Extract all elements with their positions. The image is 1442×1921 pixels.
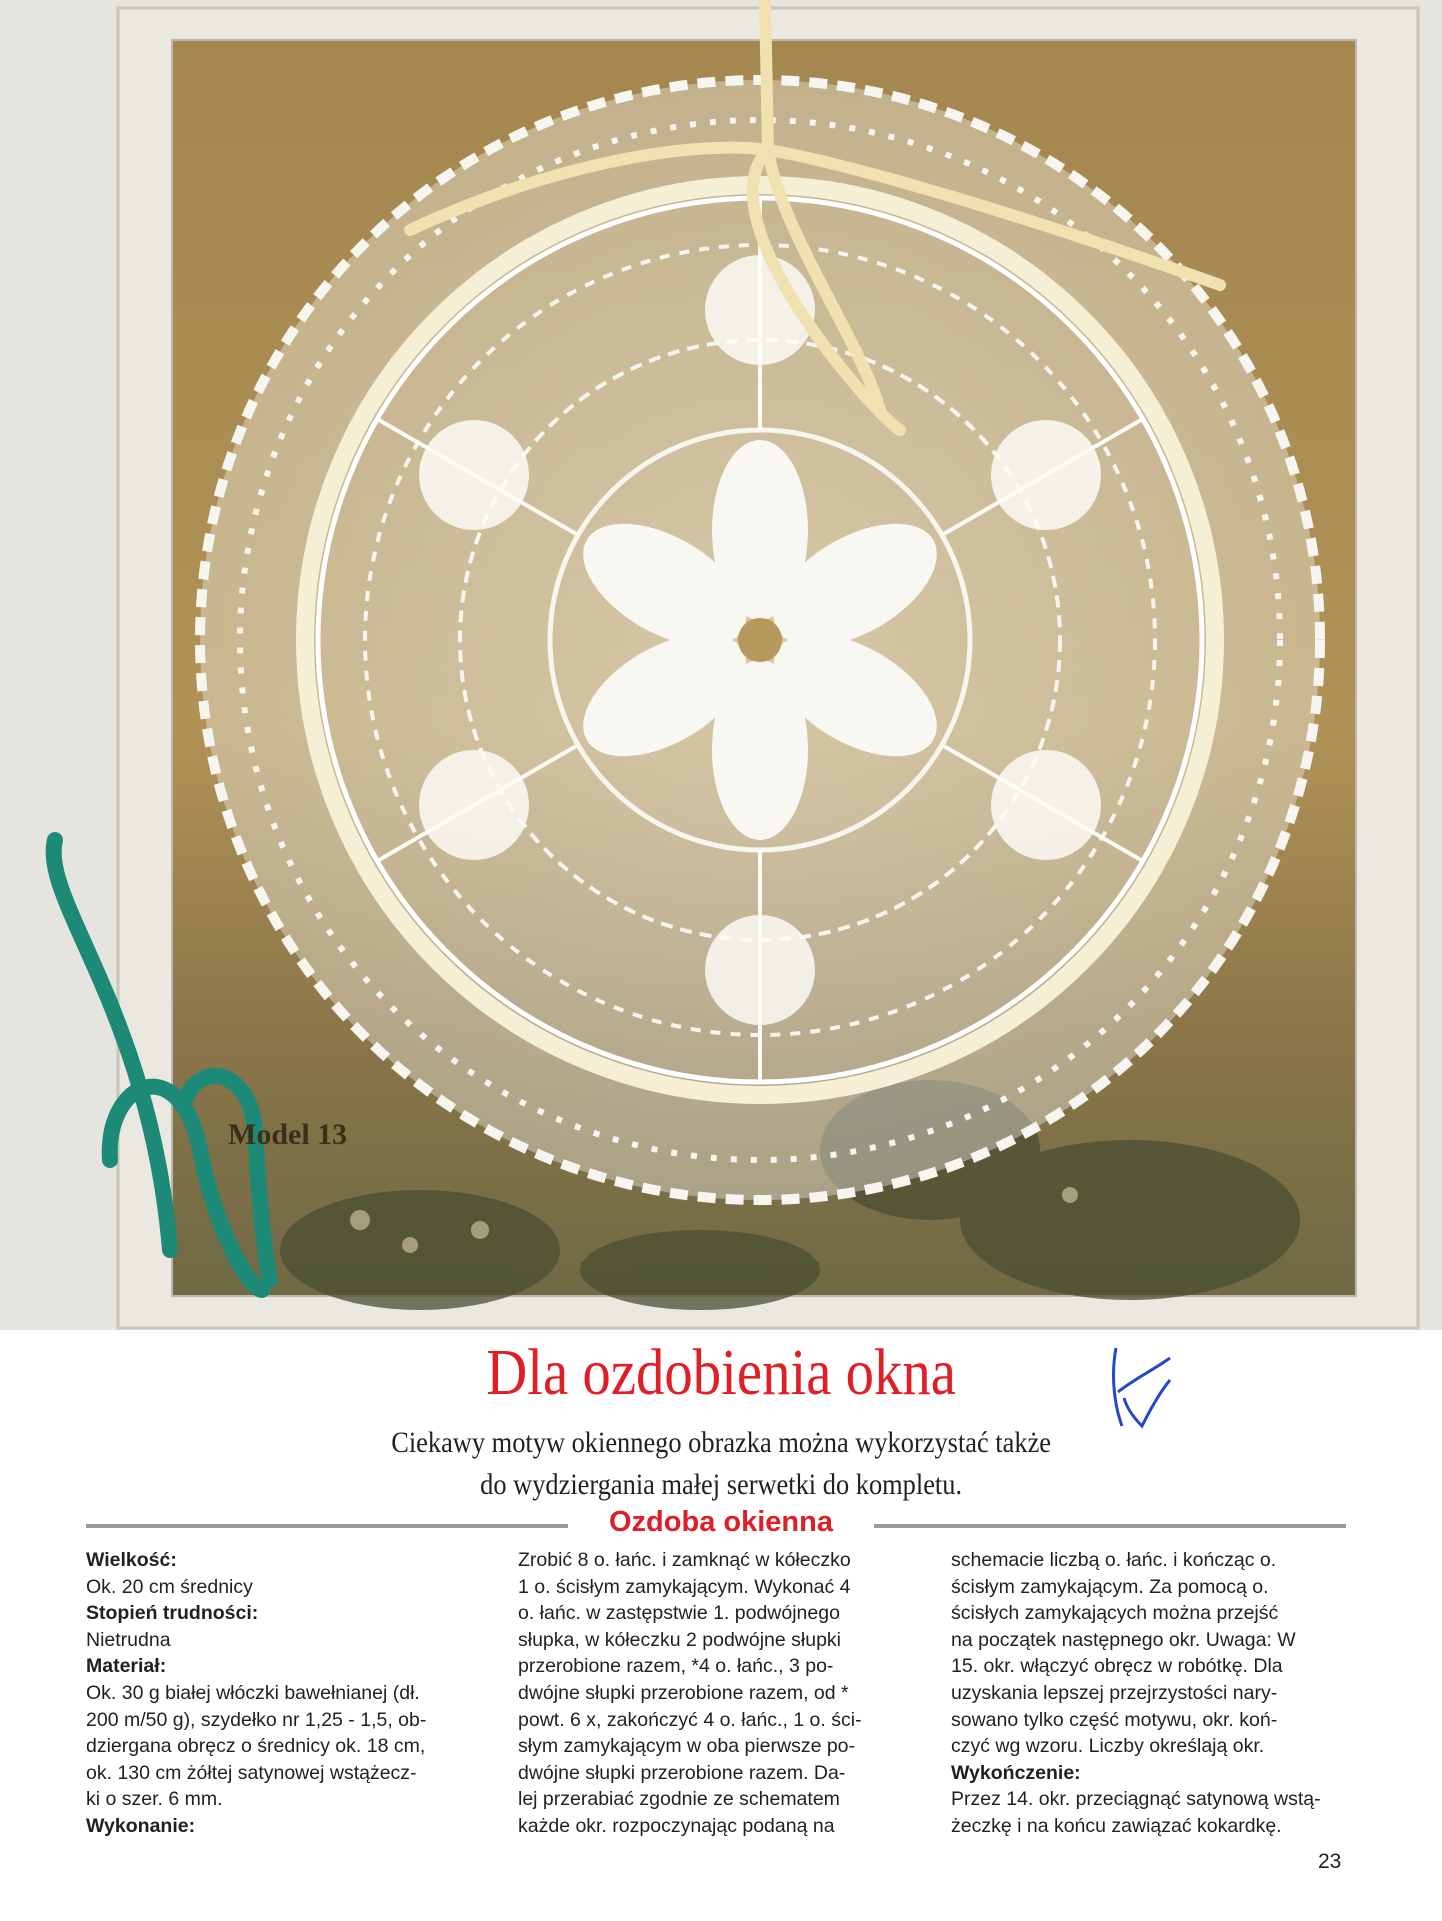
instruction-line: schemacie liczbą o. łańc. i kończąc o. <box>951 1549 1277 1571</box>
instruction-line: dwójne słupki przerobione razem, od * <box>518 1681 849 1704</box>
instruction-line: na początek następnego okr. Uwaga: W <box>951 1628 1296 1651</box>
instruction-line: o. łańc. w zastępstwie 1. podwójnego <box>518 1602 840 1625</box>
page-number: 23 <box>1318 1850 1342 1873</box>
execution-heading: Wykonanie: <box>86 1814 196 1837</box>
instruction-line: Zrobić 8 o. łańc. i zamknąć w kółeczko <box>518 1549 851 1571</box>
instruction-line: żeczkę i na końcu zawiązać kokardkę. <box>951 1814 1282 1837</box>
instruction-line: powt. 6 x, zakończyć 4 o. łańc., 1 o. ści- <box>518 1708 862 1731</box>
instruction-line: uzyskania lepszej przejrzystości nary- <box>951 1681 1278 1704</box>
size-heading: Wielkość: <box>86 1549 177 1571</box>
instruction-line: przerobione razem, *4 o. łańc., 3 po- <box>518 1655 834 1678</box>
difficulty-heading: Stopień trudności: <box>86 1602 259 1625</box>
instruction-line: słupka, w kółeczku 2 podwójne słupki <box>518 1628 842 1651</box>
model-label: Model 13 <box>228 1118 348 1151</box>
instruction-line: lej przerabiać zgodnie ze schematem <box>518 1788 840 1811</box>
instruction-line: słym zamykającym w oba pierwsze po- <box>518 1735 856 1758</box>
instruction-line: 1 o. ścisłym zamykającym. Wykonać 4 <box>518 1575 851 1598</box>
material-heading: Materiał: <box>86 1655 167 1678</box>
difficulty-value: Nietrudna <box>86 1628 171 1651</box>
section-heading: Ozdoba okienna <box>568 1506 874 1539</box>
instruction-line: ścisłym zamykającym. Za pomocą o. <box>951 1575 1269 1598</box>
instruction-line: Przez 14. okr. przeciągnąć satynową wstą- <box>951 1788 1321 1811</box>
instruction-line: sowano tylko część motywu, okr. koń- <box>951 1708 1278 1731</box>
instruction-line: dwójne słupki przerobione razem. Da- <box>518 1761 846 1784</box>
material-line: ki o szer. 6 mm. <box>86 1788 223 1811</box>
material-line: Ok. 30 g białej włóczki bawełnianej (dł. <box>86 1681 420 1704</box>
article-subtitle <box>87 1422 1356 1506</box>
material-line: ok. 130 cm żółtej satynowej wstążecz- <box>86 1761 417 1784</box>
instruction-line: 15. okr. włączyć obręcz w robótkę. Dla <box>951 1655 1283 1678</box>
subtitle-line: do wydziergania małej serwetki do kompletu. <box>480 1468 963 1501</box>
material-line: 200 m/50 g), szydełko nr 1,25 - 1,5, ob- <box>86 1708 427 1731</box>
article-title: Dla ozdobienia okna <box>486 1336 956 1409</box>
instructions-column-middle <box>518 1547 918 1840</box>
instructions-column-right <box>951 1547 1351 1840</box>
size-value: Ok. 20 cm średnicy <box>86 1575 253 1598</box>
instruction-line: czyć wg wzoru. Liczby określają okr. <box>951 1735 1265 1758</box>
material-line: dziergana obręcz o średnicy ok. 18 cm, <box>86 1735 426 1758</box>
instruction-line: ścisłych zamykających można przejść <box>951 1602 1279 1625</box>
finishing-heading: Wykończenie: <box>951 1761 1081 1784</box>
instructions-column-left <box>86 1547 486 1840</box>
subtitle-line: Ciekawy motyw okiennego obrazka można wykorzystać także <box>391 1426 1052 1459</box>
instruction-line: każde okr. rozpoczynając podaną na <box>518 1814 835 1837</box>
